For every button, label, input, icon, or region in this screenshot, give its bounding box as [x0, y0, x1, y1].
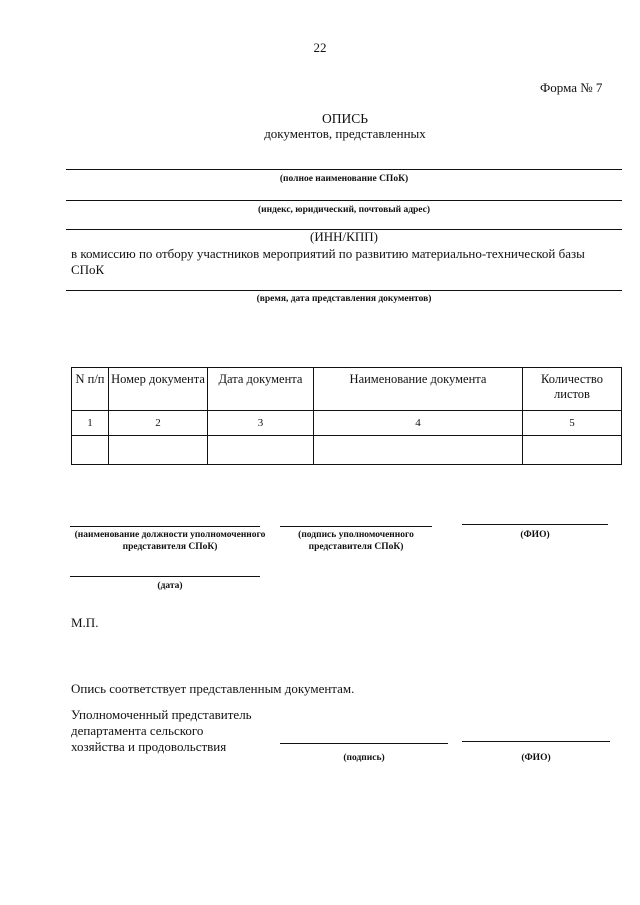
document-subtitle: документов, представленных [264, 126, 426, 141]
table-header-row [72, 368, 622, 411]
page-number: 22 [313, 40, 327, 55]
full-name-caption: (полное наименование СПоК) [279, 174, 409, 184]
table-cell [72, 436, 109, 465]
table-cell [523, 436, 622, 465]
bottom-signature-line [280, 743, 448, 744]
fio-caption: (ФИО) [520, 530, 550, 540]
full-name-line [66, 169, 622, 170]
fio-line [462, 524, 608, 525]
date-caption: (дата) [157, 581, 183, 591]
representative-text: Уполномоченный представитель департамента сельского хозяйства и продовольствия [71, 707, 252, 754]
conformity-text: Опись соответствует представленным документам. [71, 681, 355, 696]
stamp-label: М.П. [71, 615, 99, 630]
table-cell: 1 [72, 411, 109, 436]
table-cell [314, 436, 523, 465]
table-cell: 5 [523, 411, 622, 436]
signature-caption: (подпись уполномоченного представителя СПоК) [298, 530, 414, 552]
table-cell: 3 [208, 411, 314, 436]
table-numbering-row [72, 411, 622, 436]
time-date-caption: (время, дата представления документов) [256, 294, 432, 304]
bottom-signature-caption: (подпись) [343, 753, 385, 763]
address-line [66, 200, 622, 201]
position-line [70, 526, 260, 527]
table-cell: 4 [314, 411, 523, 436]
position-caption: (наименование должности уполномоченного представителя СПоК) [74, 530, 266, 552]
header-num: N п/п [72, 368, 109, 411]
table-row [72, 436, 622, 465]
document-title: ОПИСЬ [321, 111, 368, 126]
form-label: Форма № 7 [540, 80, 603, 95]
header-doc-number: Номер документа [109, 368, 208, 411]
address-caption: (индекс, юридический, почтовый адрес) [257, 205, 431, 215]
table-cell: 2 [109, 411, 208, 436]
bottom-fio-line [462, 741, 610, 742]
header-doc-name: Наименование документа [314, 368, 523, 411]
header-doc-date: Дата документа [208, 368, 314, 411]
documents-table [71, 367, 622, 465]
table-cell [208, 436, 314, 465]
date-line [70, 576, 260, 577]
time-date-line [66, 290, 622, 291]
bottom-fio-caption: (ФИО) [521, 753, 551, 763]
table-cell [109, 436, 208, 465]
commission-text: в комиссию по отбору участников мероприятий по развитию материально-технической базы СПоК [71, 246, 585, 277]
signature-line [280, 526, 432, 527]
header-sheet-count: Количество листов [523, 368, 622, 411]
inn-caption: (ИНН/КПП) [310, 229, 378, 244]
